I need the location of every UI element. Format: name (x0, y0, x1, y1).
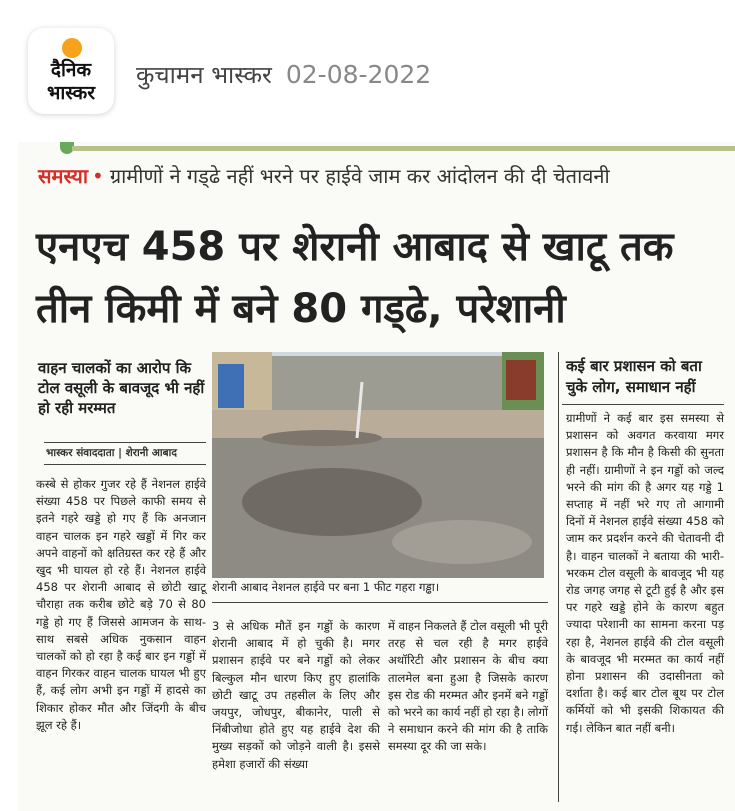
middle-column-1: 3 से अधिक मौतें इन गड्डों के कारण शेरानी आबाद में हो चुकी है। मगर प्रशासन हाईवे पर बने गड्डों को लेकर बिल्कुल मौन धारण किए हुए हालांकि छोटी खाटू उप तहसील के लिए और जयपुर, जोधपुर, बीकानेर, पाली से निंबीजोधा होते हुए यह हाईवे देश की मुख्य सड़कों को जोड़ने वाली है। इससे हमेशा हजारों की संख्या (212, 619, 380, 771)
right-column-divider (558, 352, 559, 802)
top-divider (72, 146, 735, 151)
byline: भास्कर संवाददाता | शेरानी आबाद (46, 447, 177, 459)
publication-date: 02-08-2022 (285, 60, 432, 89)
pothole-road-image (212, 352, 544, 578)
byline-rule-bottom (44, 464, 206, 465)
caption-rule (212, 602, 548, 603)
article-kicker (38, 162, 610, 198)
logo-line-1: दैनिक (50, 59, 92, 81)
right-column-title: कई बार प्रशासन को बता चुके लोग, समाधान नहीं (566, 357, 702, 396)
publication-info (136, 58, 431, 91)
kicker-text: ग्रामीणों ने गड्‌ढे नहीं भरने पर हाईवे जाम कर आंदोलन की दी चेतावनी (109, 164, 610, 188)
news-photo (212, 352, 544, 578)
left-column-body: कस्बे से होकर गुजर रहे हैं नेशनल हाईवे संख्या 458 पर पिछले काफी समय से इतने गहरे खड्डे हो गए हैं कि अनजान वाहन चालक इन गहरे खड्डों में गिर कर अपने वाहनों को क्षतिग्रस्त कर रहे हैं और खुद भी घायल हो रहे हैं। नेशनल हाईवे 458 पर शेरानी आबाद से छोटी खाटू चौराहा तक करीब छोटे बड़े 70 से 80 गड्डे हो गए हैं जिससे आमजन के साथ-साथ सबसे अधिक नुकसान वाहन चालकों को हो रहा है कई बार इन गड्डों में वाहन गिरकर वाहन चालक घायल भी हुए हैं, कई लोग अभी इन गड्डों में हादसे का शिकार होकर मौत और जिंदगी के बीच झूल रहे हैं। (36, 477, 206, 732)
app-header (0, 0, 735, 142)
left-column-title: वाहन चालकों का आरोप कि टोल वसूली के बावजूद भी नहीं हो रही मरम्मत (38, 359, 205, 417)
byline-rule-top (44, 442, 206, 443)
right-title-rule (562, 404, 724, 405)
edition-name: कुचामन भास्कर (136, 61, 272, 89)
sun-icon (62, 38, 82, 58)
right-column-body: ग्रामीणों ने कई बार इस समस्या से प्रशासन को अवगत करवाया मगर प्रशासन है कि मौन है किसी की सुनता ही नहीं। ग्रामीणों ने इन गड्डों को जल्द भरने की मांग की है अगर यह गड्डे 1 सप्ताह में नहीं भरे गए तो आगामी दिनों में नेशनल हाईवे संख्या 458 को जाम कर प्रदर्शन करने की चेतावनी दी है। वाहन चालकों ने बताया की भारी-भरकम टोल वसूली के बावजूद भी यह रोड जगह जगह से टूटी हुई है और इस पर गहरे खड्डे होने के कारण बहुत ज्यादा परेशानी का सामना करना पड़ रहा है, नेशनल हाईवे की टोल वसूली के बावजूद भी मरम्मत का कार्य नहीं होना प्रशासन की उदासीनता को दर्शाता है। कई बार टोल बूथ पर टोल कर्मियों को भी इसकी शिकायत की गई। लेकिन बात नहीं बनी। (566, 411, 724, 735)
article-headline: एनएच 458 पर शेरानी आबाद से खाटू तक तीन किमी में बने 80 गड्‌ढे, परेशानी (36, 224, 674, 332)
middle-column-2: में वाहन निकलते हैं टोल वसूली भी पूरी तरह से चल रही है मगर हाईवे अथॉरिटी और प्रशासन के बीच क्या तालमेल बना हुआ है जिसके कारण इस रोड की मरम्मत और इनमें बने गड्डों को भरने का कार्य नहीं हो रहा है। लोगों ने समाधान करने की मांग की है ताकि समस्या दूर की जा सके। (388, 619, 548, 754)
logo-line-2: भास्कर (46, 82, 96, 104)
dainik-bhaskar-logo[interactable] (28, 28, 114, 114)
photo-caption: शेरानी आबाद नेशनल हाईवे पर बना 1 फीट गहरा गड्ढा। (212, 580, 440, 594)
kicker-bullet: • (92, 164, 104, 188)
kicker-tag: समस्या (38, 164, 89, 188)
